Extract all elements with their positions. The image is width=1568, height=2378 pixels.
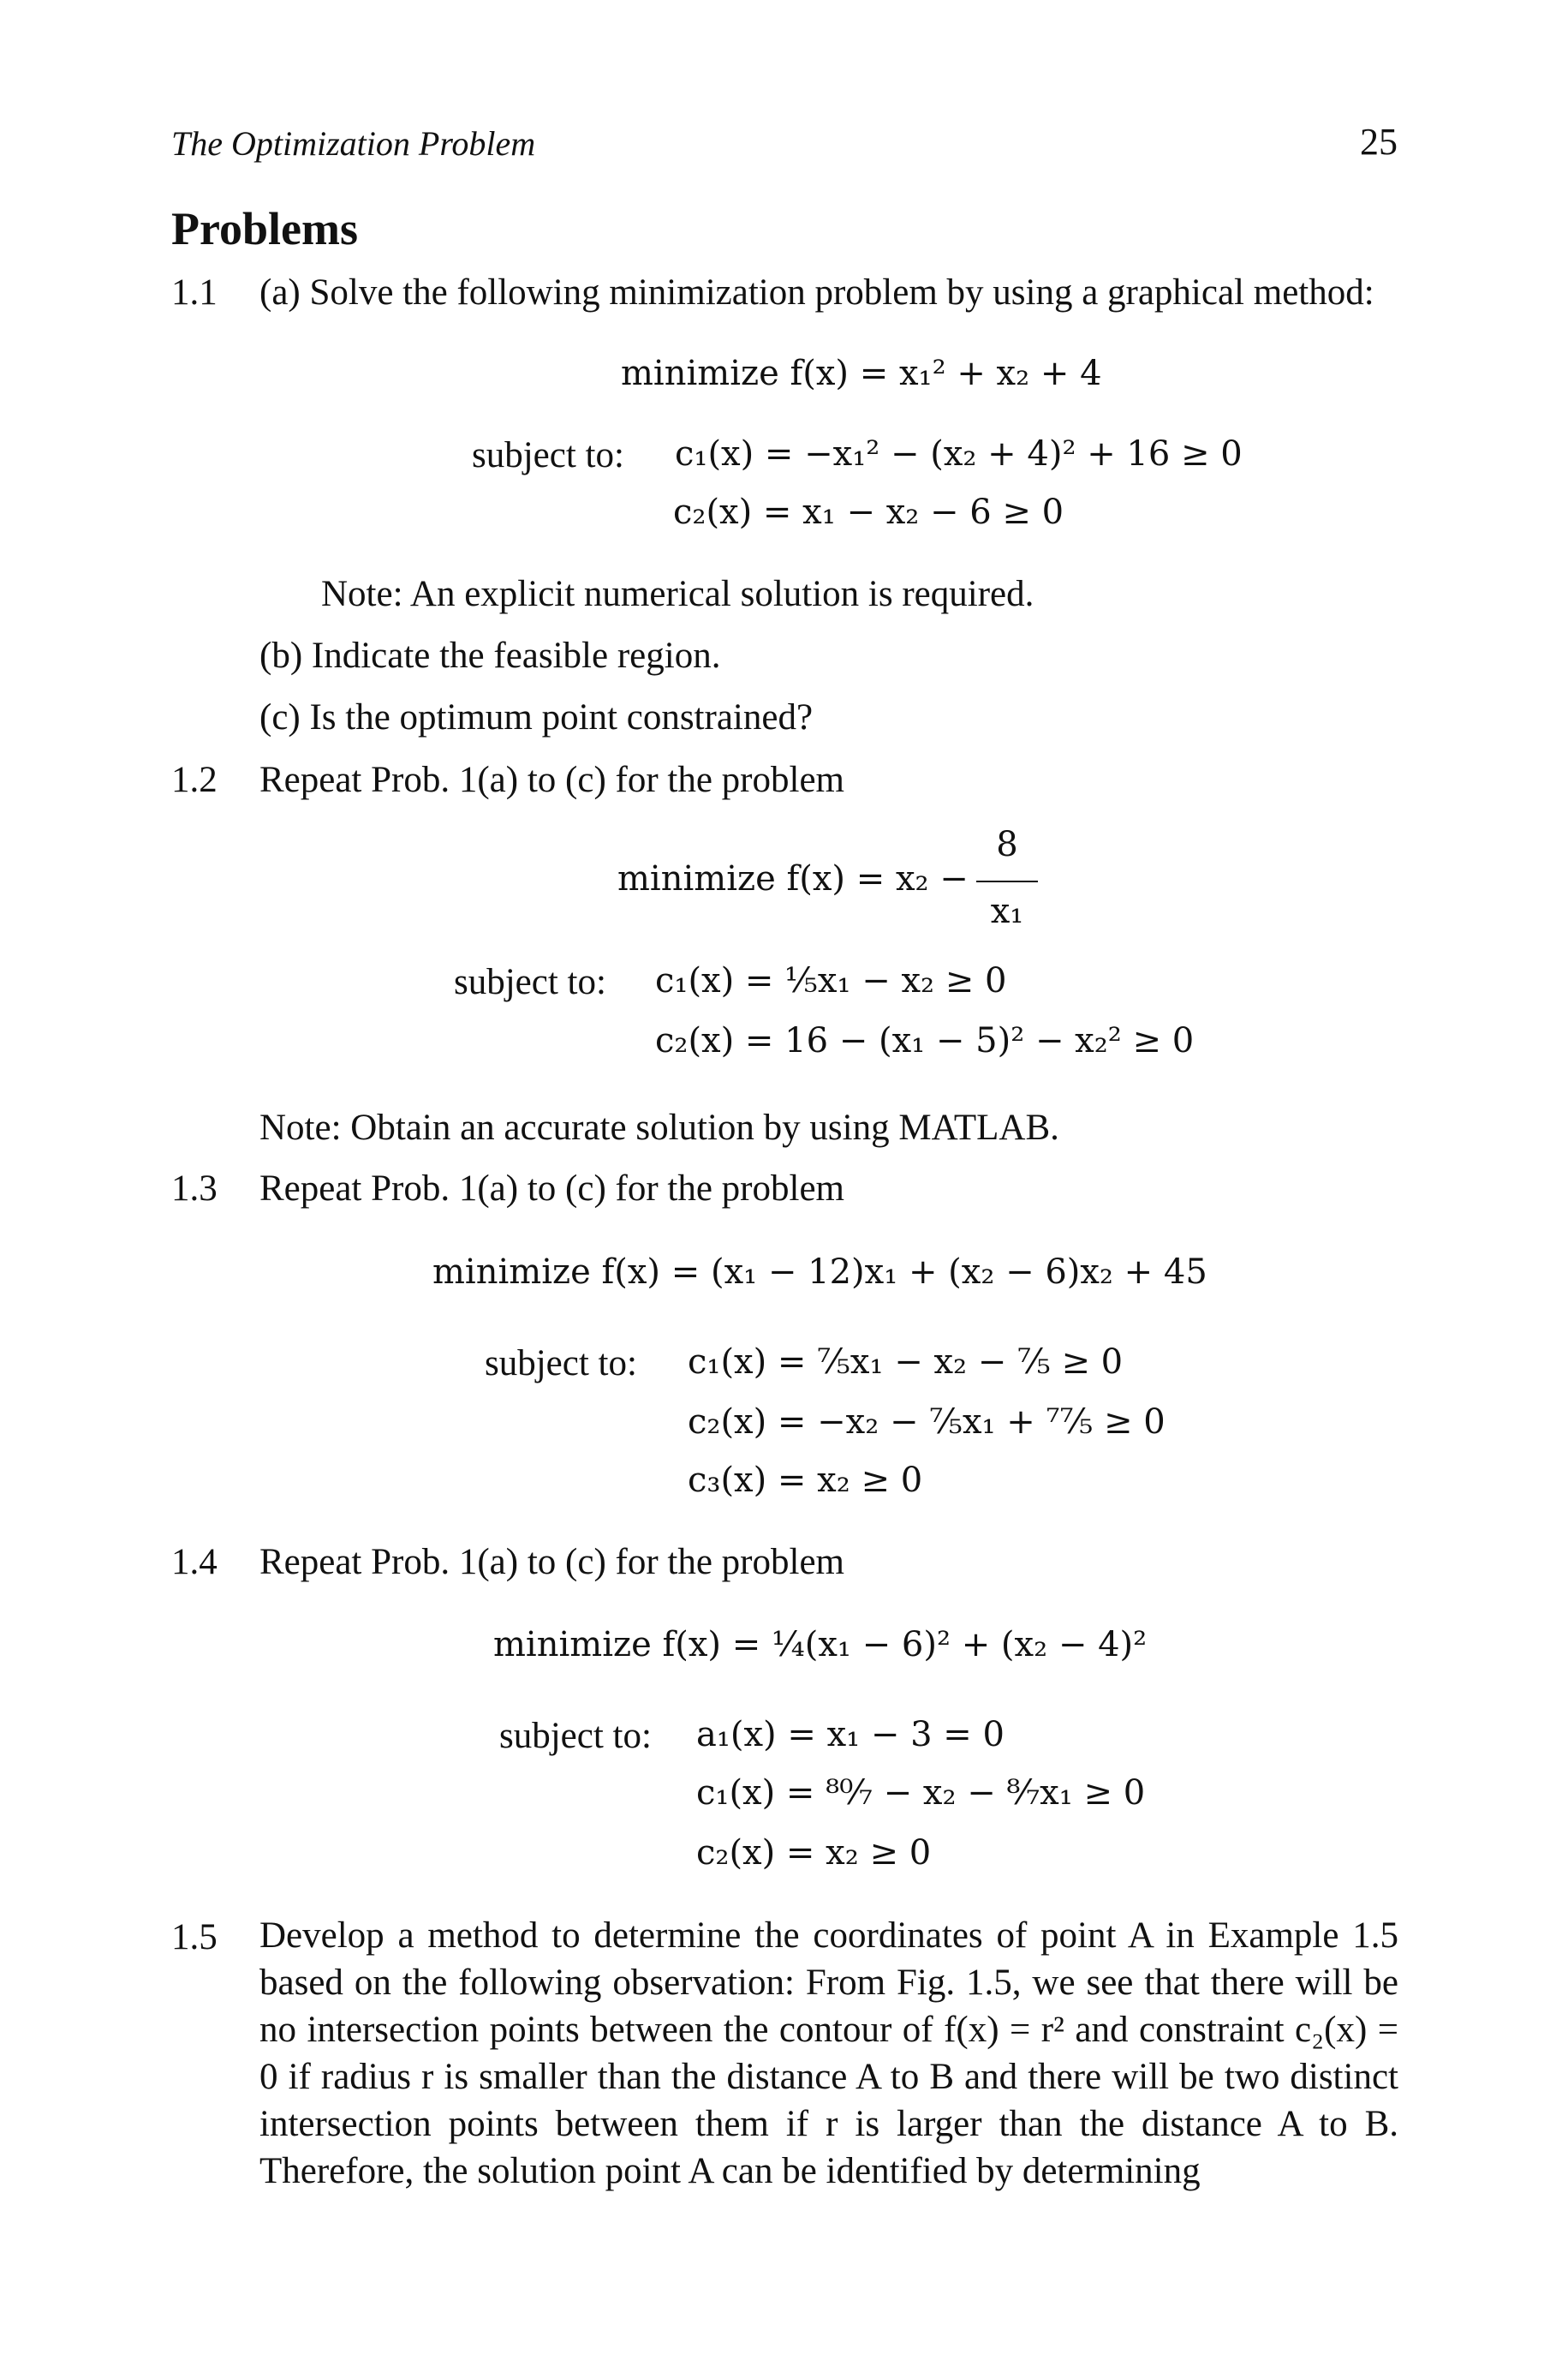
section-title: Problems (171, 203, 358, 254)
math-objective: minimize f(x) = ¼(x₁ − 6)² + (x₂ − 4)² (493, 1625, 1148, 1664)
problem-text: (a) Solve the following minimization problem by using a graphical method: (259, 272, 1374, 313)
math-objective: minimize f(x) = x₂ − (617, 859, 969, 899)
problem-part: (c) Is the optimum point constrained? (259, 697, 814, 738)
problem-number: 1.3 (171, 1168, 218, 1209)
math-constraint: c₂(x) = x₁ − x₂ − 6 ≥ 0 (673, 493, 1064, 532)
problem-text: Repeat Prob. 1(a) to (c) for the problem (259, 1542, 844, 1582)
subject-to-label: subject to: (454, 962, 606, 1002)
running-header-title: The Optimization Problem (171, 124, 536, 163)
subject-to-label: subject to: (485, 1343, 637, 1383)
note-text: Note: An explicit numerical solution is required. (321, 574, 1034, 614)
fraction-denominator: x₁ (990, 892, 1024, 931)
problem-text: Repeat Prob. 1(a) to (c) for the problem (259, 1168, 844, 1209)
problem-part: (b) Indicate the feasible region. (259, 636, 721, 676)
subject-to-label: subject to: (472, 435, 624, 475)
math-constraint: c₂(x) = x₂ ≥ 0 (696, 1833, 932, 1873)
math-objective: minimize f(x) = (x₁ − 12)x₁ + (x₂ − 6)x₂ + 45 (432, 1252, 1207, 1292)
problem-number: 1.5 (171, 1917, 218, 1957)
math-constraint: c₁(x) = ⁸⁰⁄₇ − x₂ − ⁸⁄₇x₁ ≥ 0 (696, 1773, 1146, 1813)
math-constraint: c₁(x) = ⅕x₁ − x₂ ≥ 0 (655, 961, 1007, 1001)
subject-to-label: subject to: (499, 1716, 652, 1756)
math-objective: minimize f(x) = x₁² + x₂ + 4 (621, 354, 1102, 393)
math-constraint: c₃(x) = x₂ ≥ 0 (688, 1461, 923, 1500)
math-constraint: c₂(x) = −x₂ − ⁷⁄₅x₁ + ⁷⁷⁄₅ ≥ 0 (688, 1402, 1166, 1442)
problem-number: 1.4 (171, 1542, 218, 1582)
math-constraint: c₁(x) = −x₁² − (x₂ + 4)² + 16 ≥ 0 (675, 434, 1243, 474)
fraction-numerator: 8 (996, 825, 1018, 864)
math-constraint: c₁(x) = ⁷⁄₅x₁ − x₂ − ⁷⁄₅ ≥ 0 (688, 1342, 1124, 1382)
math-constraint: a₁(x) = x₁ − 3 = 0 (696, 1715, 1005, 1754)
page-number: 25 (1360, 121, 1398, 163)
math-constraint: c₂(x) = 16 − (x₁ − 5)² − x₂² ≥ 0 (655, 1021, 1195, 1061)
note-text: Note: Obtain an accurate solution by using MATLAB. (259, 1108, 1059, 1148)
fraction-bar (976, 881, 1038, 882)
problem-number: 1.1 (171, 272, 218, 313)
problem-paragraph: Develop a method to determine the coordinates of point A in Example 1.5 based on the following observation: From Fig. 1.5, we see that there will be no intersection points between the contour of f(x) = r² and constraint c₂(x) = 0 if radius r is smaller than the distance A to B and there will be two distinct intersection points between them if r is larger than the distance A to B. Therefore, the solution point A can be identified by determining (259, 1915, 1398, 2191)
problem-number: 1.2 (171, 760, 218, 800)
problem-text: Repeat Prob. 1(a) to (c) for the problem (259, 760, 844, 800)
